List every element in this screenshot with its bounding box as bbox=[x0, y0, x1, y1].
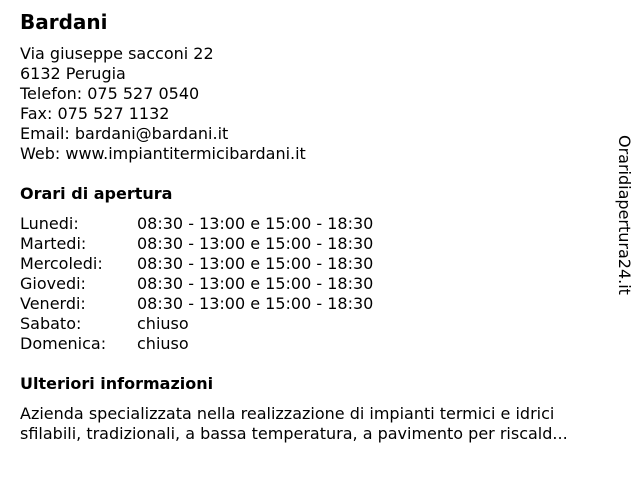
email-address: Email: bardani@bardani.it bbox=[20, 124, 229, 143]
day-label: Lunedi: bbox=[20, 214, 79, 233]
day-label: Venerdi: bbox=[20, 294, 86, 313]
hours-row bbox=[20, 234, 373, 254]
day-label: Giovedi: bbox=[20, 274, 86, 293]
day-label: Sabato: bbox=[20, 314, 82, 333]
day-label: Martedi: bbox=[20, 234, 87, 253]
day-label: Mercoledi: bbox=[20, 254, 103, 273]
fax-number: Fax: 075 527 1132 bbox=[20, 104, 170, 123]
time-value: 08:30 - 13:00 e 15:00 - 18:30 bbox=[137, 294, 374, 313]
time-value: chiuso bbox=[137, 334, 189, 353]
day-label: Domenica: bbox=[20, 334, 107, 353]
business-name: Bardani bbox=[20, 10, 108, 34]
hours-row bbox=[20, 274, 373, 294]
hours-row bbox=[20, 314, 373, 334]
business-description: Azienda specializzata nella realizzazione di impianti termici e idrici sfilabili, tradizionali, a bassa temperatura, a pavimento per riscald... bbox=[20, 404, 568, 443]
hours-row bbox=[20, 334, 373, 354]
phone-number: Telefon: 075 527 0540 bbox=[20, 84, 200, 103]
time-value: 08:30 - 13:00 e 15:00 - 18:30 bbox=[137, 214, 374, 233]
time-value: 08:30 - 13:00 e 15:00 - 18:30 bbox=[137, 254, 374, 273]
time-value: 08:30 - 13:00 e 15:00 - 18:30 bbox=[137, 274, 374, 293]
opening-hours-table bbox=[20, 214, 373, 354]
hours-row bbox=[20, 254, 373, 274]
street-address: Via giuseppe sacconi 22 bbox=[20, 44, 214, 63]
postal-city: 6132 Perugia bbox=[20, 64, 126, 83]
hours-row bbox=[20, 294, 373, 314]
additional-info-heading: Ulteriori informazioni bbox=[20, 374, 214, 393]
time-value: 08:30 - 13:00 e 15:00 - 18:30 bbox=[137, 234, 374, 253]
website-address: Web: www.impiantitermicibardani.it bbox=[20, 144, 306, 163]
address-block bbox=[20, 44, 306, 164]
time-value: chiuso bbox=[137, 314, 189, 333]
site-watermark: Oraridiapertura24.it bbox=[615, 135, 634, 295]
hours-row bbox=[20, 214, 373, 234]
opening-hours-heading: Orari di apertura bbox=[20, 184, 173, 203]
